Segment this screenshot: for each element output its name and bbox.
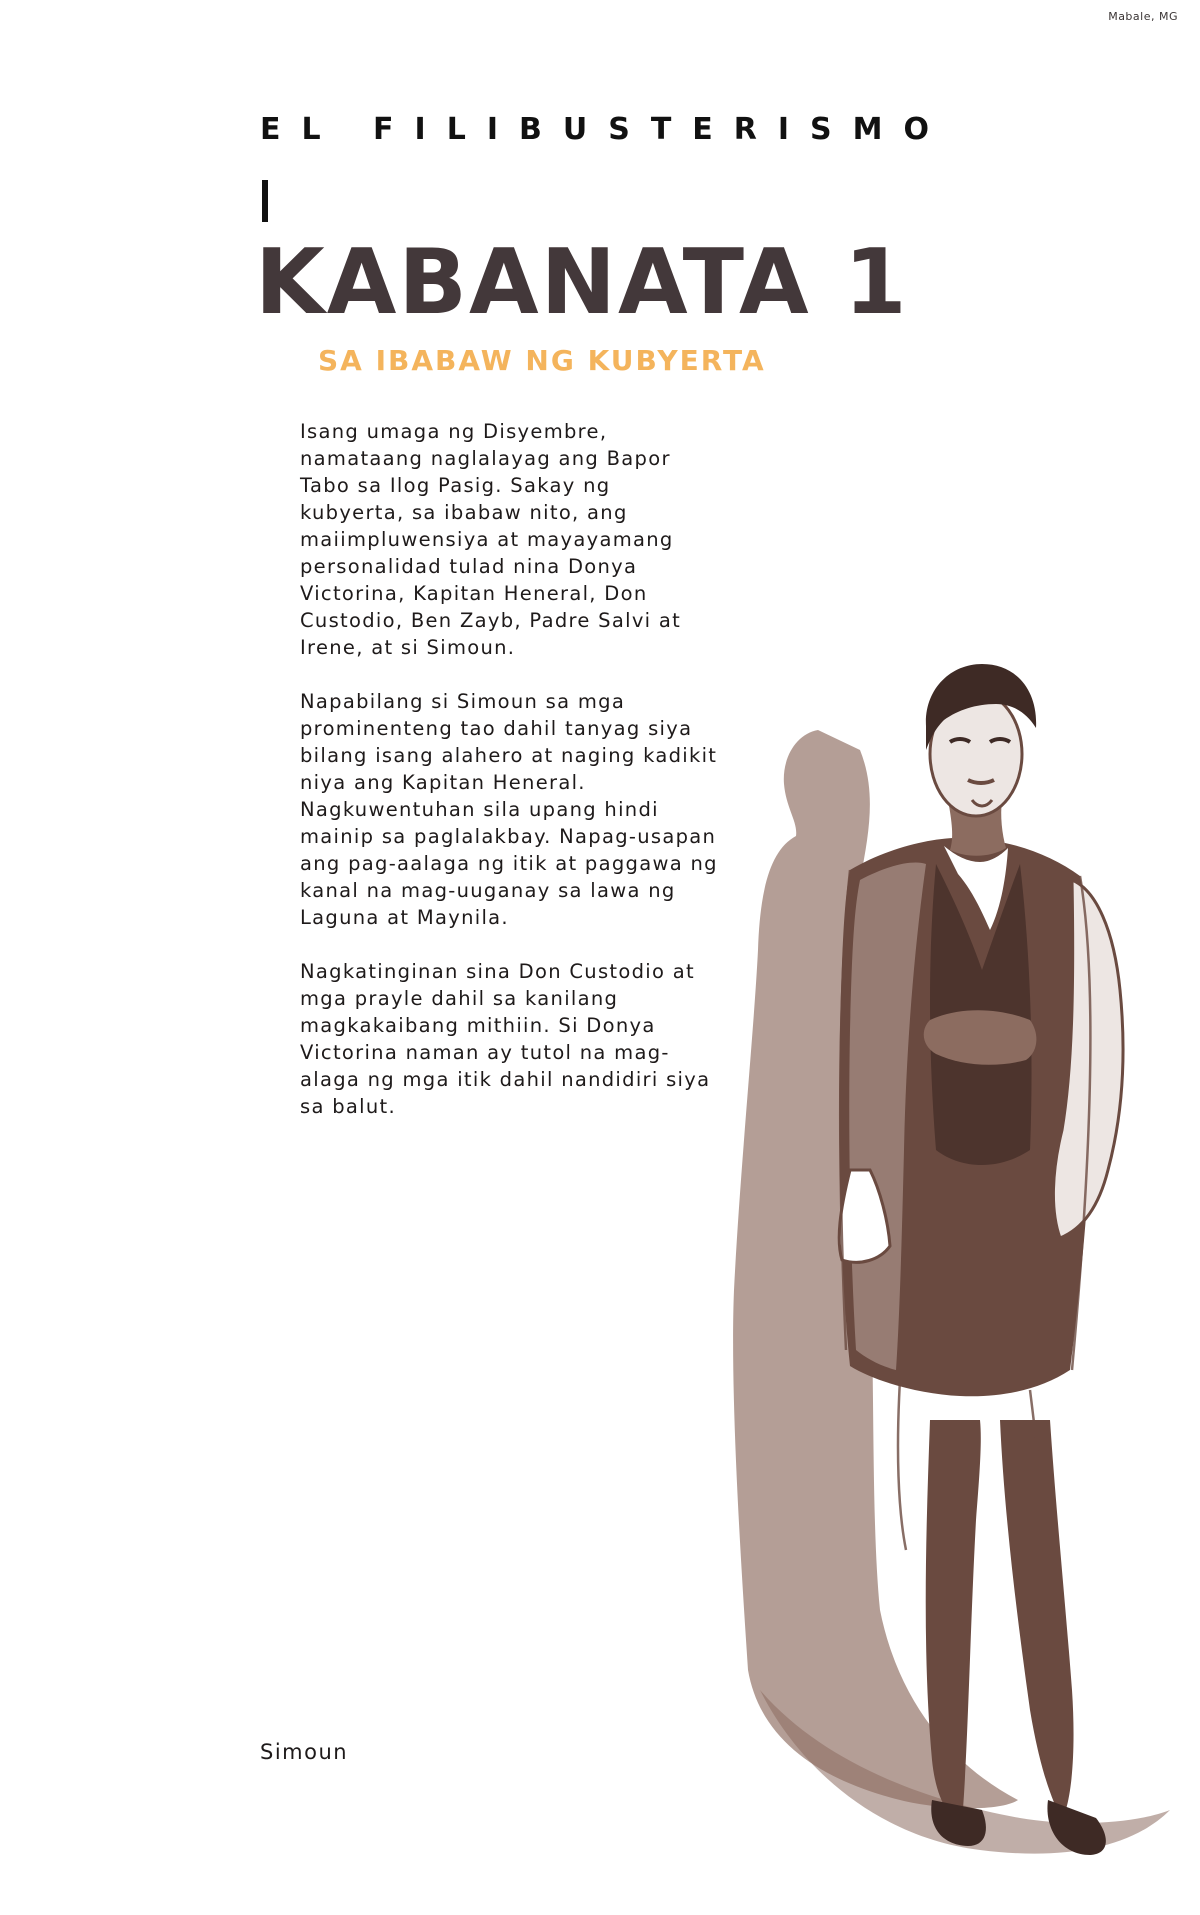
figure-legs: [926, 1420, 1074, 1822]
paragraph-2: Napabilang si Simoun sa mga prominenteng tao dahil tanyag siya bilang isang alahero at naging kadikit niya ang Kapitan Heneral. Nagkuwentuhan sila upang hindi mainip sa paglalakbay. Napag-usapan ang pag-aalaga ng itik at paggawa ng kanal na mag-uuganay sa lawa ng Laguna at Maynila.: [300, 690, 718, 929]
title-divider-bar: [262, 180, 268, 222]
illustration-caption: Simoun: [260, 1740, 349, 1764]
paragraph-3: Nagkatinginan sina Don Custodio at mga prayle dahil sa kanilang magkakaibang mithiin. Si Donya Victorina naman ay tutol na mag-alaga ng mga itik dahil nandidiri siya sa balut.: [300, 960, 711, 1118]
figure-head: [926, 664, 1036, 816]
simoun-illustration: [700, 650, 1200, 1915]
series-title: EL FILIBUSTERISMO: [260, 112, 951, 147]
chapter-subtitle: SA IBABAW NG KUBYERTA: [318, 344, 766, 377]
summary-text: [300, 418, 720, 1147]
author-credit: Mabale, MG: [1108, 10, 1178, 23]
chapter-title: KABANATA 1: [255, 230, 909, 335]
paragraph-1: Isang umaga ng Disyembre, namataang naglalayag ang Bapor Tabo sa Ilog Pasig. Sakay ng kubyerta, sa ibabaw nito, ang maiimpluwensiya at mayayamang personalidad tulad nina Donya Victorina, Kapitan Heneral, Don Custodio, Ben Zayb, Padre Salvi at Irene, at si Simoun.: [300, 420, 682, 659]
